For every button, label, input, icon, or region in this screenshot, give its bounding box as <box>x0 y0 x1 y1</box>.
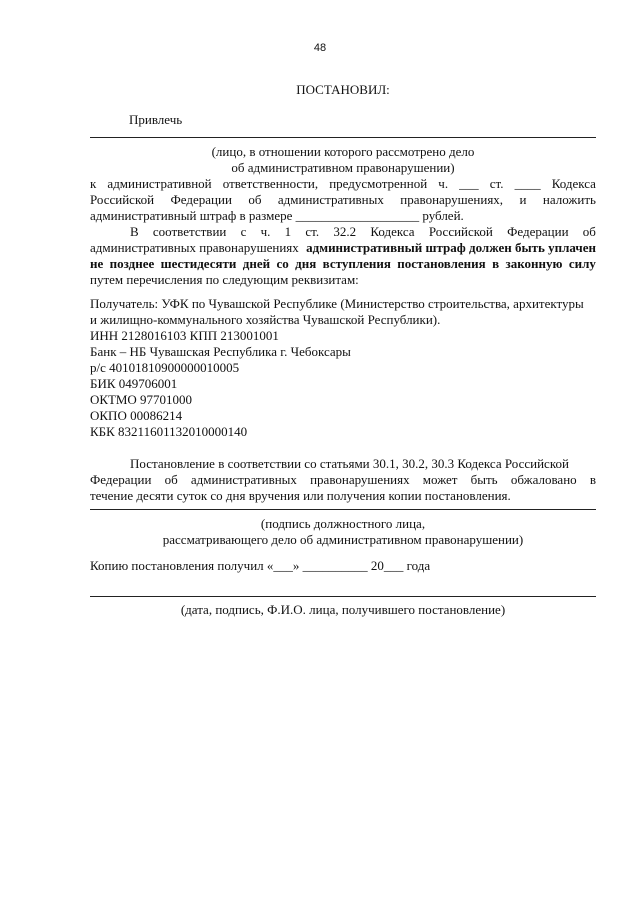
person-caption-line1: (лицо, в отношении которого рассмотрено дело <box>211 144 475 159</box>
payment-line3-word: позднее <box>109 256 155 271</box>
liability-line1-word: предусмотренной <box>329 176 428 191</box>
payment-line3-word: постановления <box>397 256 486 271</box>
liability-line1-word: Кодекса <box>551 176 596 191</box>
liability-line2-word: наложить <box>542 192 596 207</box>
copy-received-line: Копию постановления получил «___» __________ 20___ года <box>90 558 431 573</box>
payment-line1-word: с <box>240 224 247 239</box>
privlech-text: Привлечь <box>129 112 183 127</box>
payment-line3-word: шестидесяти <box>160 256 237 271</box>
appeal-line2 <box>90 472 596 488</box>
appeal-line2-word: быть <box>470 472 498 487</box>
payment-line2 <box>90 240 596 256</box>
appeal-line2-word: в <box>589 472 596 487</box>
liability-line1-word: ____ <box>514 176 541 191</box>
payment-line3-word: не <box>90 256 104 271</box>
liability-line2-word: Российской <box>90 192 155 207</box>
receipt-caption: (дата, подпись, Ф.И.О. лица, получившего постановление) <box>180 602 506 617</box>
liability-line3: административный штраф в размере ___________________ рублей. <box>90 208 464 223</box>
requisites-block <box>90 296 596 440</box>
bik-code: БИК 049706001 <box>90 376 178 391</box>
appeal-paragraph <box>90 456 596 504</box>
liability-line1-word: ч. <box>438 176 449 191</box>
payment-line1 <box>90 224 596 240</box>
appeal-line2-word: правонарушениях <box>310 472 410 487</box>
liability-line1-word: к <box>90 176 97 191</box>
liability-line2-word: правонарушениях, <box>400 192 504 207</box>
bank-name: Банк – НБ Чувашская Республика г. Чебоксары <box>90 344 351 359</box>
appeal-line2-word: административных <box>190 472 297 487</box>
appeal-line3: течение десяти суток со дня вручения или получения копии постановления. <box>90 488 511 503</box>
payment-line1-word: Кодекса <box>370 224 415 239</box>
recipient-line2: и жилищно-коммунального хозяйства Чувашской Республики). <box>90 312 441 327</box>
inn-kpp: ИНН 2128016103 КПП 213001001 <box>90 328 279 343</box>
payment-line1-word: 32.2 <box>333 224 357 239</box>
payment-line1-word: В <box>130 224 139 239</box>
payment-line4: путем перечисления по следующим реквизитам: <box>90 272 359 287</box>
appeal-line2-word: об <box>164 472 178 487</box>
liability-line2-word: об <box>248 192 262 207</box>
payment-line1-word: Российской <box>428 224 493 239</box>
page-number: 48 <box>313 42 327 54</box>
liability-paragraph <box>90 176 596 224</box>
person-name-line <box>90 137 596 138</box>
person-caption <box>90 144 596 176</box>
liability-line1 <box>90 176 596 192</box>
payment-line3-word: законную <box>505 256 563 271</box>
payment-line3-bold <box>90 256 596 272</box>
payment-line3-word: дней <box>242 256 271 271</box>
liability-line2 <box>90 192 596 208</box>
document-heading: ПОСТАНОВИЛ: <box>296 82 390 97</box>
appeal-line2-word: обжаловано <box>510 472 577 487</box>
payment-line3-word: вступления <box>322 256 391 271</box>
signature-caption-line1: (подпись должностного лица, <box>260 516 426 531</box>
account-number: р/с 40101810900000010005 <box>90 360 240 375</box>
payment-line3 <box>90 256 596 272</box>
payment-line3-word: в <box>492 256 500 271</box>
payment-line1-word: Федерации <box>507 224 569 239</box>
payment-line1-word: ст. <box>305 224 320 239</box>
payment-line1-word: ч. <box>260 224 271 239</box>
appeal-line2-word: может <box>422 472 458 487</box>
kbk-code: КБК 83211601132010000140 <box>90 424 248 439</box>
appeal-line2-word: Федерации <box>90 472 152 487</box>
liability-line1-word: ответственности, <box>222 176 319 191</box>
person-caption-line2: об административном правонарушении) <box>231 160 455 175</box>
liability-line1-word: административной <box>107 176 212 191</box>
payment-line3-word: силу <box>568 256 596 271</box>
oktmo-code: ОКТМО 97701000 <box>90 392 193 407</box>
payment-line2-normal: административных правонарушениях <box>90 240 299 255</box>
liability-line1-word: ___ <box>459 176 479 191</box>
payment-line1-word: соответствии <box>152 224 227 239</box>
payment-line2-bold: административный штраф должен быть уплачен <box>306 240 596 255</box>
payment-line1-word: об <box>582 224 596 239</box>
payment-line3-word: со <box>276 256 289 271</box>
payment-paragraph <box>90 224 596 288</box>
liability-line2-word: Федерации <box>170 192 232 207</box>
liability-line2-word: административных <box>277 192 384 207</box>
signature-caption-line2: рассматривающего дело об административном правонарушении) <box>162 532 524 547</box>
liability-line1-word: ст. <box>489 176 504 191</box>
receipt-line <box>90 596 596 597</box>
signature-caption <box>90 516 596 548</box>
okpo-code: ОКПО 00086214 <box>90 408 183 423</box>
payment-line1-word: 1 <box>284 224 292 239</box>
liability-line2-word: и <box>519 192 527 207</box>
appeal-line1: Постановление в соответствии со статьями 30.1, 30.2, 30.3 Кодекса Российской <box>130 456 569 471</box>
signature-line <box>90 509 596 510</box>
recipient-line1: Получатель: УФК по Чувашской Республике (Министерство строительства, архитектуры <box>90 296 584 311</box>
payment-line3-word: дня <box>295 256 317 271</box>
